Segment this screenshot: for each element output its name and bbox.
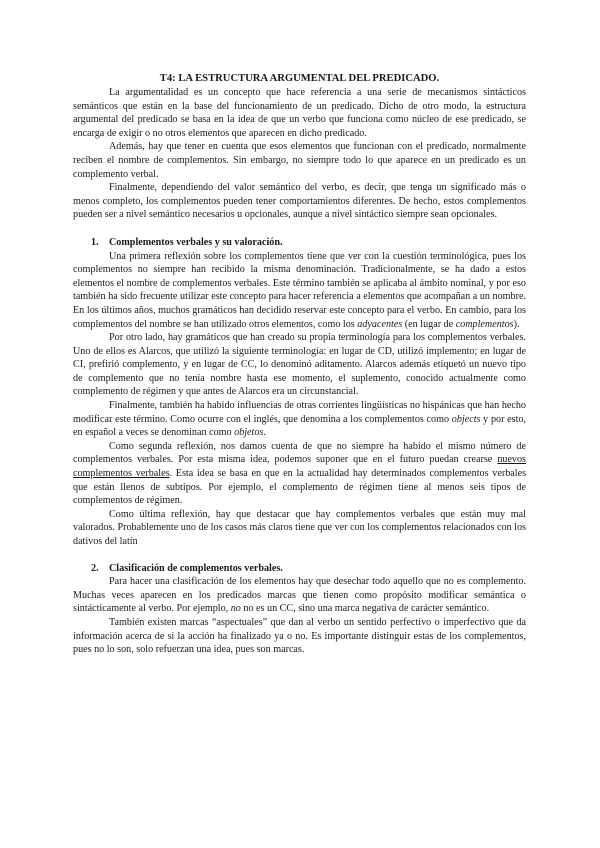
underlined-phrase: nuevos complementos verbales bbox=[73, 454, 526, 480]
intro-paragraph-3: Finalmente, dependiendo del valor semántico del verbo, es decir, que tenga un significado más o menos completo, los complementos pueden tener comportamientos diferentes. De hecho, estos complementos pueden ser a nivel semántico necesarios u opcionales, aunque a nivel sintáctico siempre sean opcionales. bbox=[73, 182, 526, 221]
intro-paragraph-2: Además, hay que tener en cuenta que esos elementos que funcionan con el predicado, normalmente reciben el nombre de complementos. Sin embargo, no siempre todo lo que aparece en un predicado es un complemento verbal. bbox=[73, 141, 526, 180]
section-1-heading bbox=[73, 236, 526, 250]
section-2-paragraph-1: Para hacer una clasificación de los elementos hay que desechar todo aquello que no es complemento. Muchas veces aparecen en los predicados marcas que tienen como propósito modificar semántica o sintácticamente al verbo. Por ejemplo, no no es un CC, sino una marca negativa de carácter semántico. bbox=[73, 576, 526, 615]
section-2-heading bbox=[73, 562, 526, 576]
term-objetos: objetos bbox=[234, 427, 264, 439]
section-1-paragraph-1: Una primera reflexión sobre los complementos tiene que ver con la cuestión terminológica, pues los complementos no siempre han recibido la misma denominación. Tradicionalmente, se ha dado a estos elementos el nombre de complementos verbales. Este término también se aplicaba al ámbito nominal, y por eso también ha sido frecuente utilizar este concepto para hacer referencia a elementos que acompañan a un nombre. En los últimos años, muchos gramáticos han decidido reservar este concepto para el verbo. En cambio, para los complementos del nombre se han utilizado otros elementos, como los adyacentes (en lugar de complementos). bbox=[73, 250, 526, 330]
page-title: T4: LA ESTRUCTURA ARGUMENTAL DEL PREDICADO. bbox=[159, 73, 440, 84]
section-1-number: 1. bbox=[91, 236, 99, 248]
section-1-paragraph-3: Finalmente, también ha habido influencias de otras corrientes lingüísticas no hispánicas que han hecho modificar este término. Como ocurre con el inglés, que denomina a los complementos como objects y por esto, en español a veces se denominan como objetos. bbox=[73, 400, 526, 439]
section-1-paragraph-5: Como última reflexión, hay que destacar que hay complementos verbales que están muy mal valorados. Probablemente uno de los casos más claros tiene que ver con los complementos relacionados con los dativos del latín bbox=[73, 508, 526, 547]
intro-paragraph-1: La argumentalidad es un concepto que hace referencia a una serie de mecanismos sintácticos semánticos que están en la base del funcionamiento de un predicado. Dicho de otro modo, la estructura argumental del predicado se basa en la idea de que un verbo que funciona como núcleo de ese predicado, se encarga de exigir o no otros elementos que aparecen en dicho predicado. bbox=[73, 87, 526, 139]
section-2-title: Clasificación de complementos verbales. bbox=[109, 562, 283, 574]
term-adyacentes: adyacentes bbox=[357, 318, 403, 330]
term-objects: objects bbox=[451, 413, 481, 425]
section-2-number: 2. bbox=[91, 562, 99, 574]
section-2-paragraph-2: También existen marcas “aspectuales” que dan al verbo un sentido perfectivo o imperfectivo que da información acerca de si la acción ha finalizado ya o no. Es importante distinguir estas de los complementos, pues no lo son, solo refuerzan una idea, pues son marcas. bbox=[73, 616, 526, 656]
section-1-paragraph-4: Como segunda reflexión, nos damos cuenta de que no siempre ha habido el mismo número de complementos verbales. Por esta misma idea, podemos suponer que en el futuro puedan crearse nuevos complementos verbales. Esta idea se basa en que en la actualidad hay determinados complementos verbales que están llenos de subtipos. Por ejemplo, el complemento de régimen tiene al menos seis tipos de complementos de régimen. bbox=[73, 440, 527, 507]
section-1-title: Complementos verbales y su valoración. bbox=[109, 236, 283, 248]
term-no: no bbox=[230, 603, 241, 615]
term-complementos: complementos bbox=[455, 318, 514, 330]
section-1-paragraph-2: Por otro lado, hay gramáticos que han creado su propia terminología para los complementos verbales. Uno de ellos es Alarcos, que utilizó la siguiente terminología: en lugar de CD, utilizó implemento; en lugar de CI, prefirió complemento, y en lugar de CC, lo denominó aditamento. Alarcos además etiquetó un nuevo tipo de complemento que no tenía nombre hasta ese momento, el suplemento, conocido actualmente como complemento de régimen y que antes de Alarcos era un circunstancial. bbox=[73, 332, 526, 398]
